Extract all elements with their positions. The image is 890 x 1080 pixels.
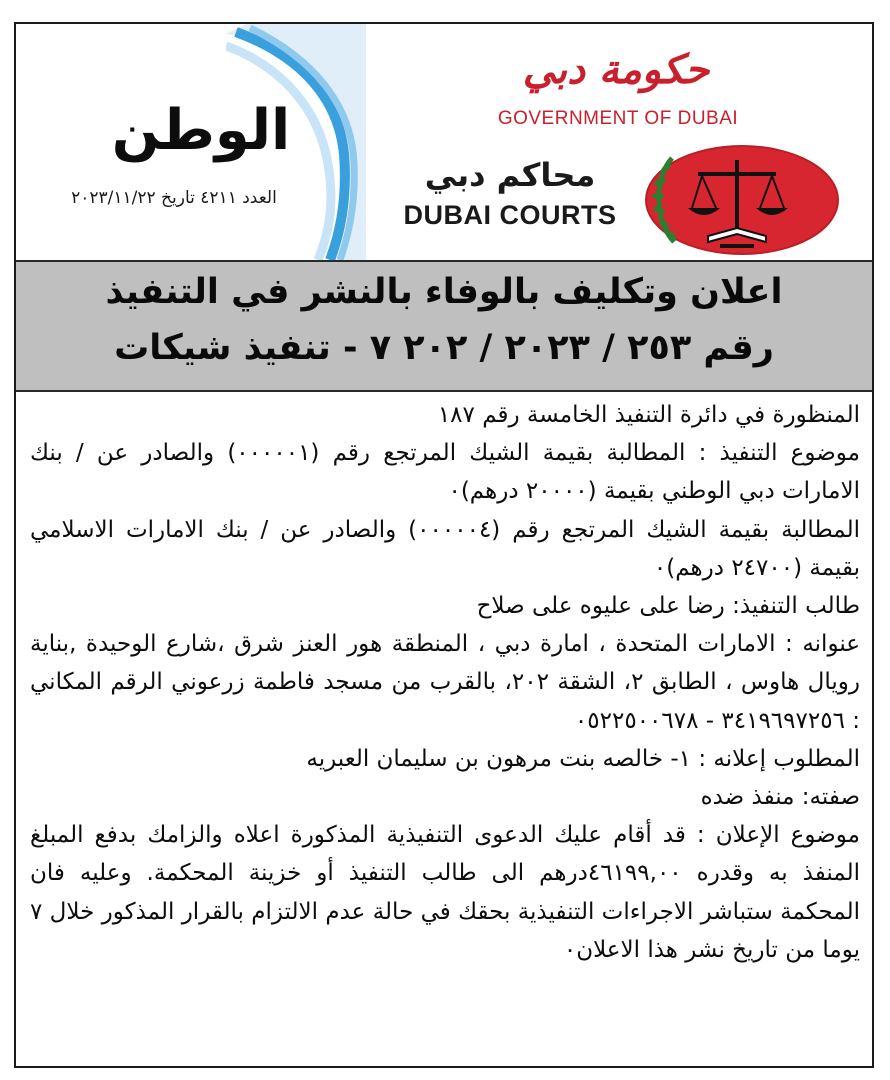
header xyxy=(16,24,872,260)
announcement-frame xyxy=(14,22,874,1068)
body-paragraph: المنظورة في دائرة التنفيذ الخامسة رقم ١٨٧ xyxy=(437,402,860,428)
title-line-2: رقم ٢٥٣ / ٢٠٢٣ / ٢٠٢ ٧ - تنفيذ شيكات xyxy=(114,328,774,368)
courts-name-arabic: محاكم دبي xyxy=(424,156,596,194)
announcement-body xyxy=(30,396,860,969)
body-paragraph: المطالبة بقيمة الشيك المرتجع رقم (٠٠٠٠٠٤) والصادر عن / بنك الامارات الاسلامي بقيمة (٢٤٧٠٠ درهم)٠ xyxy=(30,516,860,581)
courts-name-english: DUBAI COURTS xyxy=(403,200,617,230)
body-paragraph: موضوع الإعلان : قد أقام عليك الدعوى التنفيذية المذكورة اعلاه والزامك بدفع المبلغ المنفذ به وقدره ٤٦١٩٩,٠٠درهم الى طالب التنفيذ أو خزينة المحكمة. وعليه فان المحكمة ستباشر الاجراءات التنفيذية بحقك في حالة عدم الالتزام بالقرار المذكور خلال ٧ يوما من تاريخ نشر هذا الاعلان٠ xyxy=(30,822,861,963)
issue-line: العدد ٤٢١١ تاريخ ٢٠٢٣/١١/٢٢ xyxy=(71,188,277,208)
dubai-courts-emblem-icon xyxy=(632,138,840,258)
body-paragraph: المطلوب إعلانه : ١- خالصه بنت مرهون بن سليمان العبريه xyxy=(306,745,860,772)
title-band xyxy=(16,260,872,392)
body-paragraph: عنوانه : الامارات المتحدة ، امارة دبي ، المنطقة هور العنز شرق ،شارع الوحيدة ,بناية رويال هاوس ، الطابق ٢، الشقة ٢٠٢، بالقرب من مسجد فاطمة زرعوني الرقم المكاني : ٣٤١٩٦٩٧٢٥٦ - ٠٥٢٢٥٠٠٦٧٨ xyxy=(30,631,860,734)
title-line-1: اعلان وتكليف بالوفاء بالنشر في التنفيذ xyxy=(105,272,783,312)
newspaper-name: الوطن xyxy=(111,98,291,163)
body-paragraph: موضوع التنفيذ : المطالبة بقيمة الشيك المرتجع رقم (٠٠٠٠٠١) والصادر عن / بنك الامارات دبي الوطني بقيمة (٢٠٠٠٠ درهم)٠ xyxy=(30,440,860,505)
body-paragraph: طالب التنفيذ: رضا على عليوه على صلاح xyxy=(476,593,860,620)
government-name-arabic: حكومة دبي xyxy=(522,46,710,93)
body-paragraph: صفته: منفذ ضده xyxy=(700,784,860,811)
government-name-english: GOVERNMENT OF DUBAI xyxy=(497,108,739,129)
